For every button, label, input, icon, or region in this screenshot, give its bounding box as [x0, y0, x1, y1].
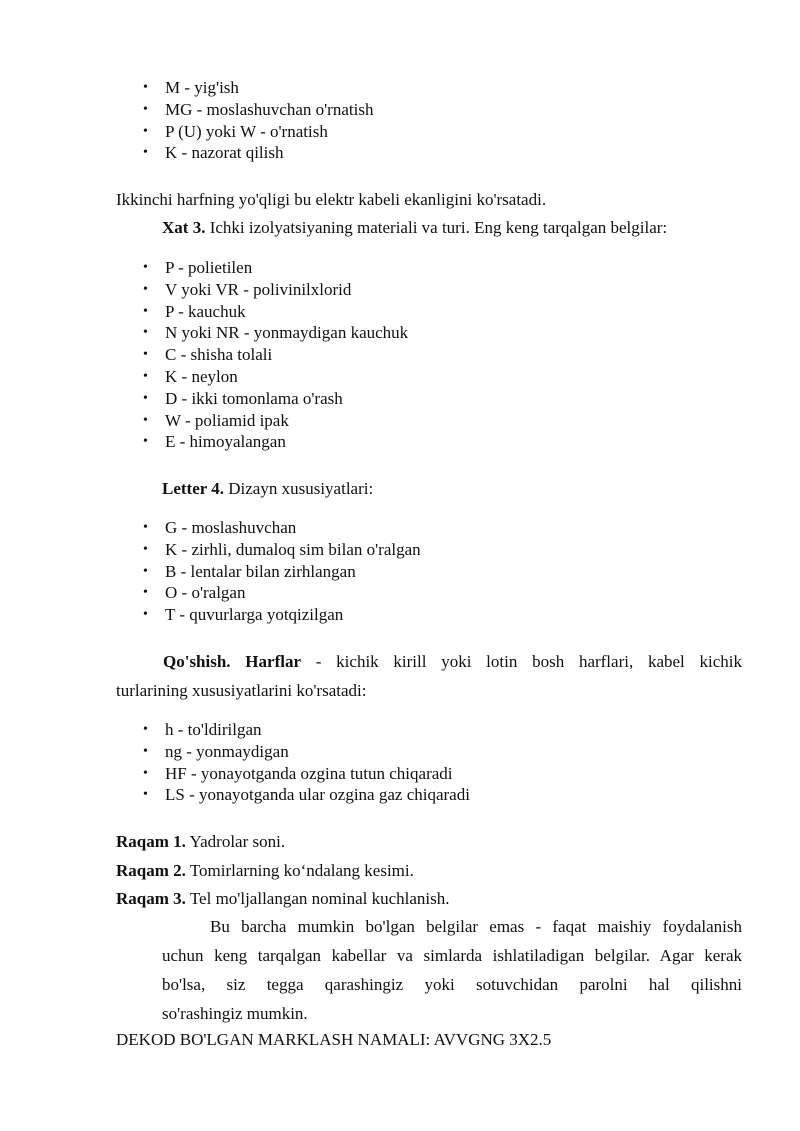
list-item: • C - shisha tolali	[143, 345, 273, 365]
addition-label: Qo'shish. Harflar	[163, 652, 302, 671]
addition-paragraph: Qo'shish. Harflar - kichik kirill yoki lotin bosh harflari, kabel kichik turlarining xususiyatlarini ko'rsatadi:	[116, 652, 743, 700]
insulation-material-list	[0, 257, 800, 453]
bullet-icon: •	[143, 765, 148, 781]
bullet-icon: •	[143, 541, 148, 557]
digit2-line: Raqam 2. Tomirlarning ko‘ndalang kesimi.	[116, 861, 414, 880]
note-paragraph: Bu barcha mumkin bo'lgan belgilar emas - faqat maishiy foydalanish uchun keng tarqalgan kabellar va simlarda ishlatiladigan belgilar. Agar kerak bo'lsa, siz tegga qarashingiz yoki sotuvchidan parolni hal qilishni so'rashingiz mumkin.	[162, 917, 742, 1023]
letter3-heading	[162, 217, 667, 239]
list-item: • LS - yonayotganda ular ozgina gaz chiqaradi	[143, 785, 470, 805]
list-item: • T - quvurlarga yotqizilgan	[143, 605, 344, 625]
digit1-line: Raqam 1. Yadrolar soni.	[116, 832, 286, 851]
list-item: • MG - moslashuvchan o'rnatish	[143, 99, 374, 119]
letter4-label: Letter 4.	[162, 479, 224, 498]
bullet-icon: •	[143, 412, 148, 428]
bullet-icon: •	[143, 80, 148, 95]
list-item: • V yoki VR - polivinilxlorid	[143, 279, 352, 299]
bullet-icon: •	[143, 123, 148, 139]
bullet-icon: •	[143, 722, 148, 737]
bullet-icon: •	[143, 520, 148, 535]
bullet-icon: •	[143, 325, 148, 341]
bullet-icon: •	[143, 145, 148, 161]
list-item: • E - himoyalangan	[143, 432, 286, 452]
bullet-icon: •	[143, 563, 148, 579]
list-item: • M - yig'ish	[143, 78, 239, 97]
extra-properties-list	[0, 719, 800, 806]
letter4-heading	[162, 478, 373, 500]
list-item: • D - ikki tomonlama o'rash	[143, 388, 343, 408]
bullet-icon: •	[143, 101, 148, 117]
decoded-marking-heading: DEKOD BO'LGAN MARKLASH NAMALI: AVVGNG 3X2.5	[116, 1030, 552, 1049]
bullet-icon: •	[143, 390, 148, 406]
bullet-icon: •	[143, 260, 148, 275]
assembly-type-list	[0, 77, 800, 164]
bullet-icon: •	[143, 743, 148, 759]
bullet-icon: •	[143, 585, 148, 601]
list-item: • P - polietilen	[143, 258, 253, 277]
list-item: • B - lentalar bilan zirhlangan	[143, 561, 356, 581]
list-item: • N yoki NR - yonmaydigan kauchuk	[143, 323, 409, 343]
list-item: • K - nazorat qilish	[143, 143, 284, 163]
bullet-icon: •	[143, 303, 148, 319]
list-item: • G - moslashuvchan	[143, 518, 297, 537]
design-features-list	[0, 517, 800, 626]
bullet-icon: •	[143, 347, 148, 363]
list-item: • ng - yonmaydigan	[143, 741, 289, 761]
list-item: • h - to'ldirilgan	[143, 720, 262, 739]
second-letter-paragraph: Ikkinchi harfning yo'qligi bu elektr kabeli ekanligini ko'rsatadi.	[116, 190, 547, 209]
list-item: • K - zirhli, dumaloq sim bilan o'ralgan	[143, 539, 421, 559]
list-item: • W - poliamid ipak	[143, 410, 289, 430]
bullet-icon: •	[143, 607, 148, 623]
list-item: • HF - yonayotganda ozgina tutun chiqaradi	[143, 763, 453, 783]
bullet-icon: •	[143, 281, 148, 297]
list-item: • K - neylon	[143, 366, 238, 386]
letter3-text: Ichki izolyatsiyaning materiali va turi. Eng keng tarqalgan belgilar:	[209, 218, 668, 237]
bullet-icon: •	[143, 434, 148, 450]
digit3-line: Raqam 3. Tel mo'ljallangan nominal kuchlanish.	[116, 889, 450, 908]
letter3-label: Xat 3.	[162, 218, 206, 237]
list-item: • P - kauchuk	[143, 301, 246, 321]
letter4-text: Dizayn xususiyatlari:	[228, 479, 374, 498]
bullet-icon: •	[143, 368, 148, 384]
list-item: • O - o'ralgan	[143, 583, 246, 603]
list-item: • P (U) yoki W - o'rnatish	[143, 121, 328, 141]
bullet-icon: •	[143, 787, 148, 803]
